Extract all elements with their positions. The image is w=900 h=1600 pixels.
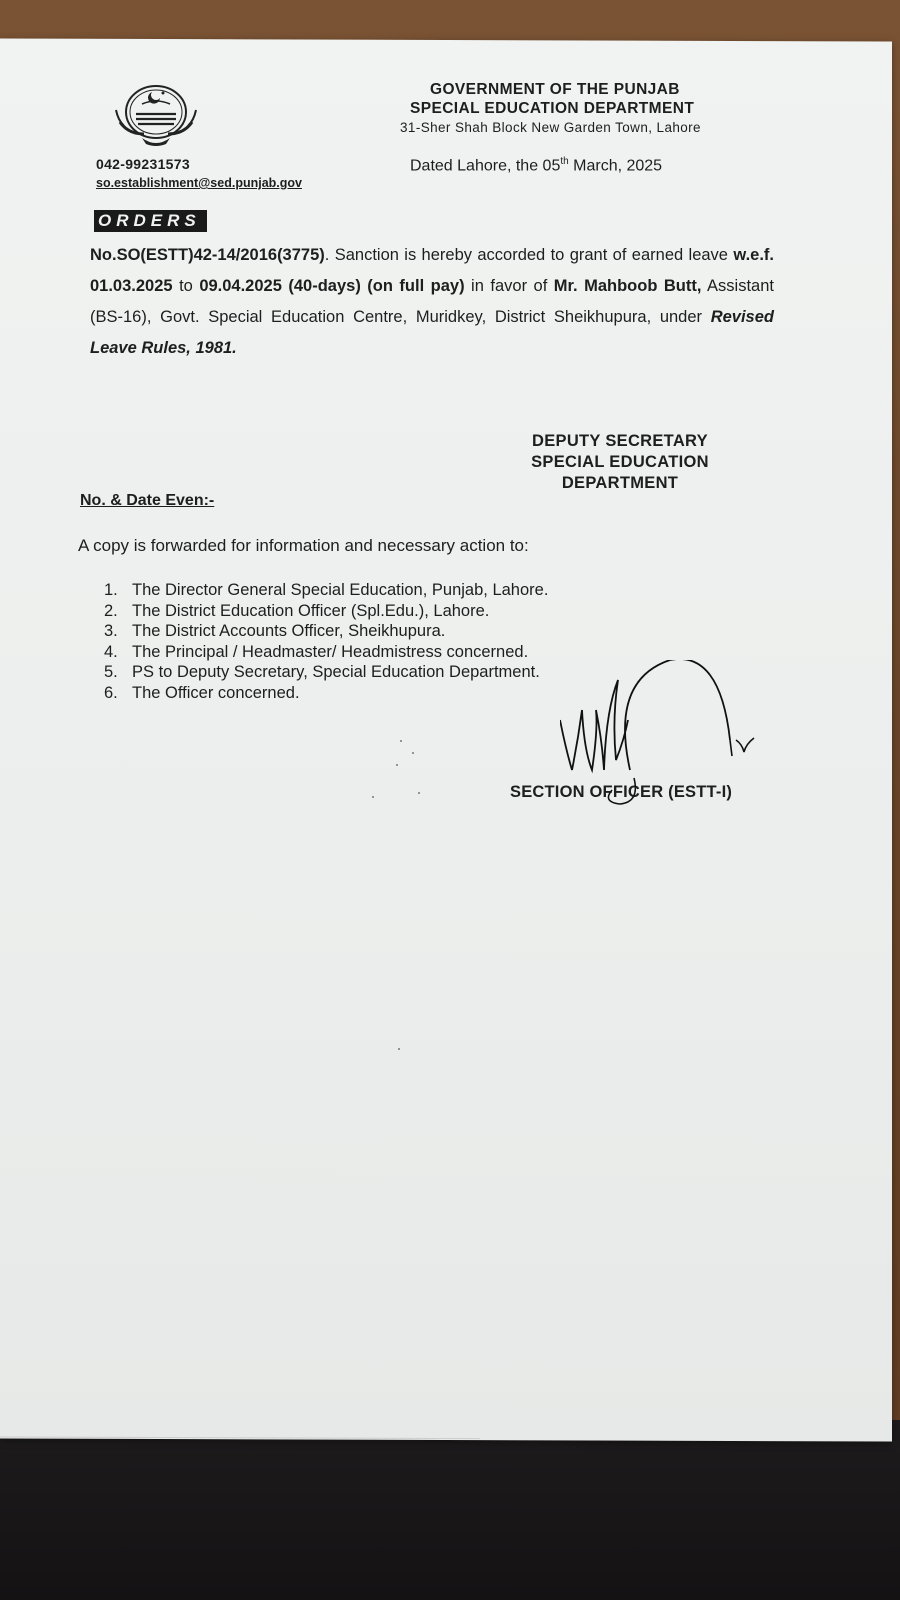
speck	[418, 792, 420, 794]
no-date-even-heading: No. & Date Even:-	[80, 492, 215, 509]
list-item	[104, 683, 548, 704]
issue-date	[410, 156, 662, 175]
order-text: to	[172, 277, 200, 295]
leave-end-date: 09.04.2025 (40-days) (on full pay)	[199, 277, 465, 295]
speck	[396, 764, 398, 766]
government-heading: GOVERNMENT OF THE PUNJAB	[430, 81, 680, 98]
dark-background	[0, 1420, 900, 1600]
list-item-text: PS to Deputy Secretary, Special Education Department.	[132, 663, 540, 681]
order-text: Assistant (BS-16), Govt. Special Education Centre, Muridkey, District Sheikhupura, under	[90, 277, 774, 326]
copy-forward-intro: A copy is forwarded for information and necessary action to:	[78, 536, 529, 555]
list-item-text: The Officer concerned.	[132, 683, 300, 702]
orders-badge: ORDERS	[94, 210, 207, 232]
list-item	[104, 601, 548, 622]
issue-date-suffix-ordinal: th	[560, 156, 569, 167]
list-item-text: The District Education Officer (Spl.Edu.), Lahore.	[132, 601, 490, 620]
handwritten-signature	[560, 660, 780, 810]
order-text: . Sanction is hereby accorded to grant of earned leave	[324, 246, 734, 264]
list-item-text: The Principal / Headmaster/ Headmistress concerned.	[132, 642, 529, 661]
list-item	[104, 642, 548, 663]
list-item-text: The Director General Special Education, Punjab, Lahore.	[132, 581, 549, 599]
list-item-number: 6.	[104, 683, 118, 702]
list-item-number: 5.	[104, 663, 118, 681]
speck	[400, 740, 402, 742]
distribution-list	[104, 580, 548, 703]
list-item	[104, 621, 548, 642]
speck	[398, 1048, 400, 1050]
issue-date-month-year: March, 2025	[568, 157, 663, 175]
list-item-number: 1.	[104, 581, 118, 599]
order-reference-number: No.SO(ESTT)42-14/2016(3775)	[90, 246, 325, 264]
list-item	[104, 580, 548, 601]
contact-email: so.establishment@sed.punjab.gov	[96, 176, 302, 190]
list-item-text: The District Accounts Officer, Sheikhupura.	[132, 622, 446, 640]
list-item-number: 3.	[104, 622, 118, 640]
department-heading: SPECIAL EDUCATION DEPARTMENT	[410, 100, 695, 117]
signatory-department-2: DEPARTMENT	[561, 474, 679, 492]
issue-date-prefix: Dated Lahore, the 05	[410, 157, 561, 175]
employee-name: Mr. Mahboob Butt,	[553, 277, 702, 295]
list-item	[104, 662, 548, 683]
signatory-title: DEPUTY SECRETARY	[532, 432, 708, 450]
contact-phone: 042-99231573	[96, 156, 190, 172]
speck	[372, 796, 374, 798]
signatory-department: SPECIAL EDUCATION	[531, 453, 709, 471]
section-officer-title: SECTION OFFICER (ESTT-I)	[510, 783, 733, 801]
leave-rules: Revised Leave Rules, 1981.	[90, 308, 774, 357]
list-item-number: 2.	[104, 601, 118, 620]
list-item-number: 4.	[104, 642, 118, 661]
order-text: in favor of	[464, 277, 554, 295]
speck	[412, 752, 414, 754]
deputy-secretary-signatory	[500, 431, 740, 494]
order-body	[90, 240, 774, 364]
punjab-seal-logo-icon	[108, 82, 204, 152]
department-address: 31-Sher Shah Block New Garden Town, Lahore	[400, 120, 701, 135]
leave-start-date: w.e.f. 01.03.2025	[90, 246, 774, 295]
